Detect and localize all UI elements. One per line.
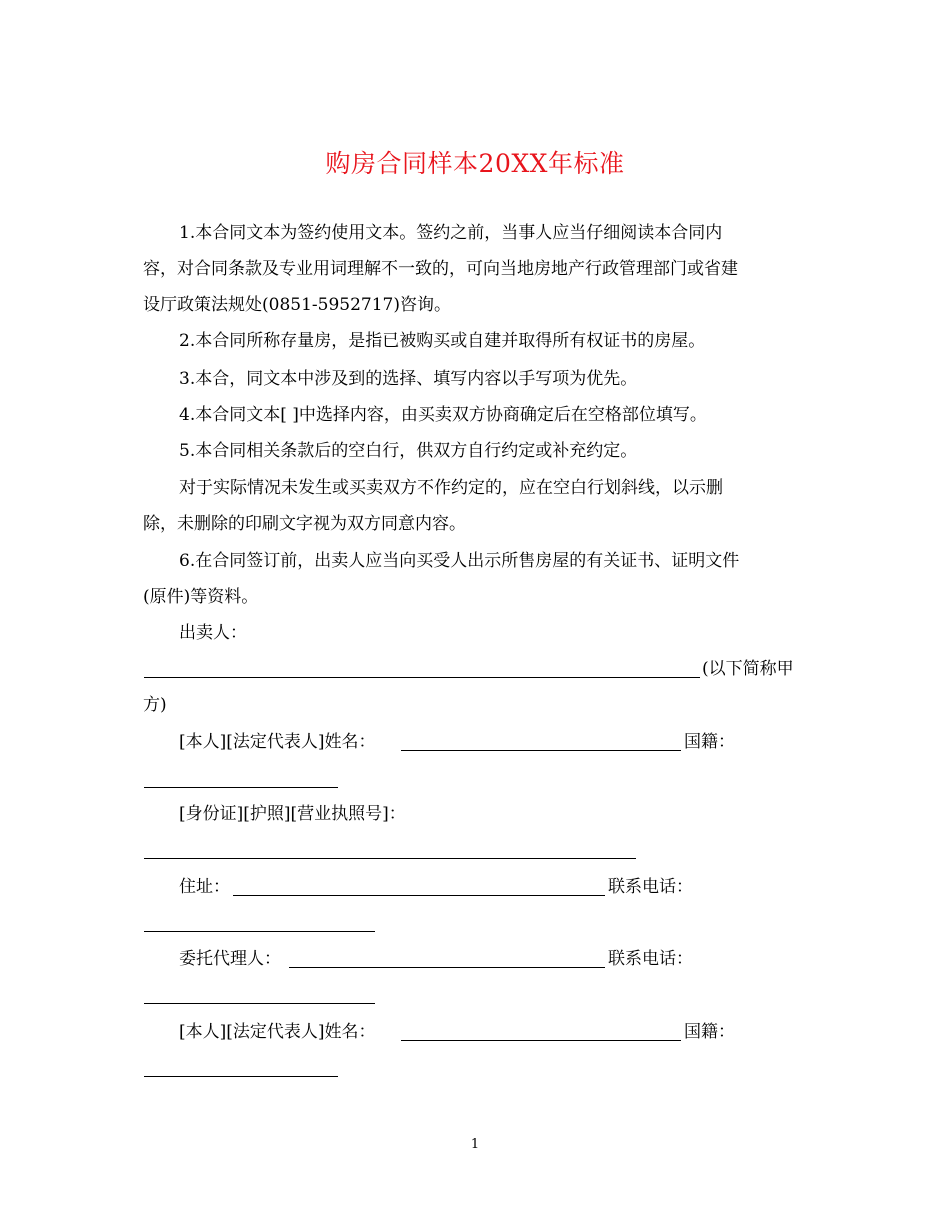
- note-5b-line-1: 对于实际情况未发生或买卖双方不作约定的，应在空白行划斜线，以示删: [179, 478, 723, 498]
- seller-name-label: [本人][法定代表人]姓名：: [179, 732, 376, 752]
- seller-agent-phone-label: 联系电话：: [608, 949, 693, 969]
- seller-party-suffix: (以下简称甲: [702, 659, 794, 679]
- seller-nationality-label: 国籍：: [684, 732, 735, 752]
- seller-address-label: 住址：: [179, 877, 230, 897]
- seller-nationality-label-2: 国籍：: [684, 1022, 735, 1042]
- note-5b-line-2: 除，未删除的印刷文字视为双方同意内容。: [143, 514, 466, 534]
- note-6-line-1: 6.在合同签订前，出卖人应当向买受人出示所售房屋的有关证书、证明文件: [179, 551, 740, 571]
- seller-name-field[interactable]: [401, 750, 681, 751]
- seller-phone-field[interactable]: [144, 931, 375, 932]
- note-1-line-3: 设厅政策法规处(0851-5952717)咨询。: [143, 295, 451, 315]
- note-1-line-2: 容，对合同条款及专业用词理解不一致的，可向当地房地产行政管理部门或省建: [143, 259, 738, 279]
- seller-nationality-field[interactable]: [144, 787, 338, 788]
- seller-name-blank[interactable]: [144, 677, 700, 678]
- seller-label: 出卖人：: [179, 623, 247, 643]
- seller-id-field[interactable]: [144, 858, 636, 859]
- seller-address-field[interactable]: [233, 895, 605, 896]
- seller-agent-field[interactable]: [289, 967, 605, 968]
- seller-agent-label: 委托代理人：: [179, 949, 281, 969]
- note-5: 5.本合同相关条款后的空白行，供双方自行约定或补充约定。: [179, 441, 638, 461]
- seller-agent-phone-field[interactable]: [144, 1003, 375, 1004]
- note-6-line-2: (原件)等资料。: [143, 587, 259, 607]
- seller-id-label: [身份证][护照][营业执照号]：: [179, 804, 406, 824]
- note-1-line-1: 1.本合同文本为签约使用文本。签约之前，当事人应当仔细阅读本合同内: [179, 223, 723, 243]
- note-3: 3.本合，同文本中涉及到的选择、填写内容以手写项为优先。: [179, 369, 638, 389]
- note-2: 2.本合同所称存量房，是指已被购买或自建并取得所有权证书的房屋。: [179, 331, 706, 351]
- seller-name-field-2[interactable]: [401, 1040, 681, 1041]
- page-number: 1: [470, 1137, 480, 1152]
- document-title: 购房合同样本20XX年标准: [325, 149, 625, 178]
- seller-phone-label: 联系电话：: [608, 877, 693, 897]
- note-4: 4.本合同文本[ ]中选择内容，由买卖双方协商确定后在空格部位填写。: [179, 405, 707, 425]
- seller-party-suffix-end: 方): [143, 695, 167, 715]
- seller-nationality-field-2[interactable]: [144, 1076, 338, 1077]
- seller-name-label-2: [本人][法定代表人]姓名：: [179, 1022, 376, 1042]
